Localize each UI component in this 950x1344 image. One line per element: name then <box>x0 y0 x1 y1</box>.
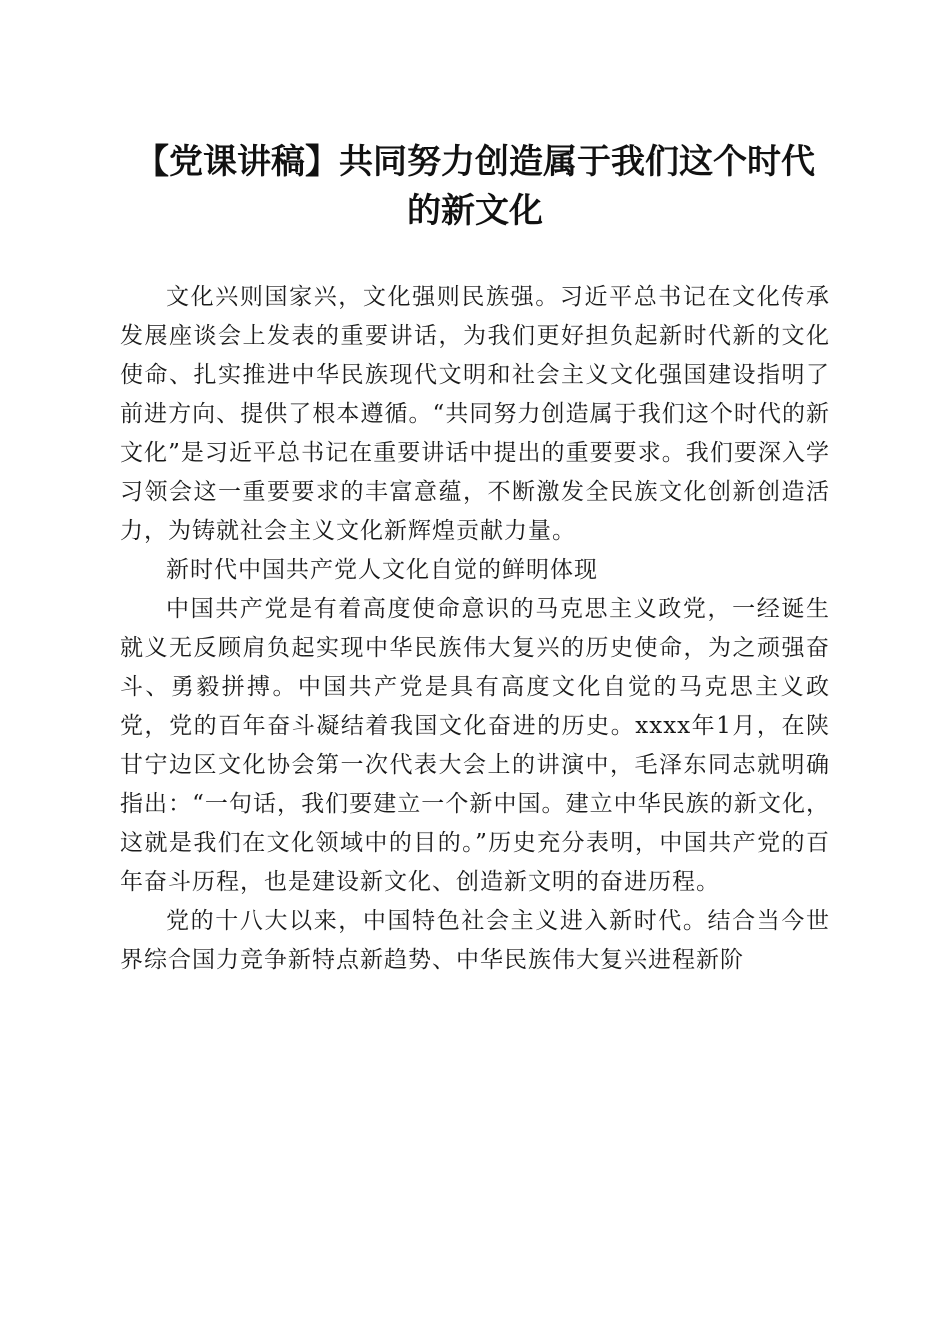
paragraph-new-era: 党的十八大以来，中国特色社会主义进入新时代。结合当今世界综合国力竞争新特点新趋势、中华民族伟大复兴进程新阶 <box>120 908 830 973</box>
document-body <box>120 278 830 980</box>
paragraph-intro: 文化兴则国家兴，文化强则民族强。习近平总书记在文化传承发展座谈会上发表的重要讲话，为我们更好担负起新时代新的文化使命、扎实推进中华民族现代文明和社会主义文化强国建设指明了前进方向、提供了根本遵循。“共同努力创造属于我们这个时代的新文化”是习近平总书记在重要讲话中提出的重要要求。我们要深入学习领会这一重要要求的丰富意蕴，不断激发全民族文化创新创造活力，为铸就社会主义文化新辉煌贡献力量。 <box>120 284 830 544</box>
section-heading: 新时代中国共产党人文化自觉的鲜明体现 <box>166 557 598 583</box>
paragraph-history: 中国共产党是有着高度使命意识的马克思主义政党，一经诞生就义无反顾肩负起实现中华民族伟大复兴的历史使命，为之顽强奋斗、勇毅拼搏。中国共产党是具有高度文化自觉的马克思主义政党，党的百年奋斗凝结着我国文化奋进的历史。xxxx年1月，在陕甘宁边区文化协会第一次代表大会上的讲演中，毛泽东同志就明确指出：“一句话，我们要建立一个新中国。建立中华民族的新文化，这就是我们在文化领域中的目的。”历史充分表明，中国共产党的百年奋斗历程，也是建设新文化、创造新文明的奋进历程。 <box>120 596 830 895</box>
document-title: 【党课讲稿】共同努力创造属于我们这个时代的新文化 <box>135 142 815 231</box>
